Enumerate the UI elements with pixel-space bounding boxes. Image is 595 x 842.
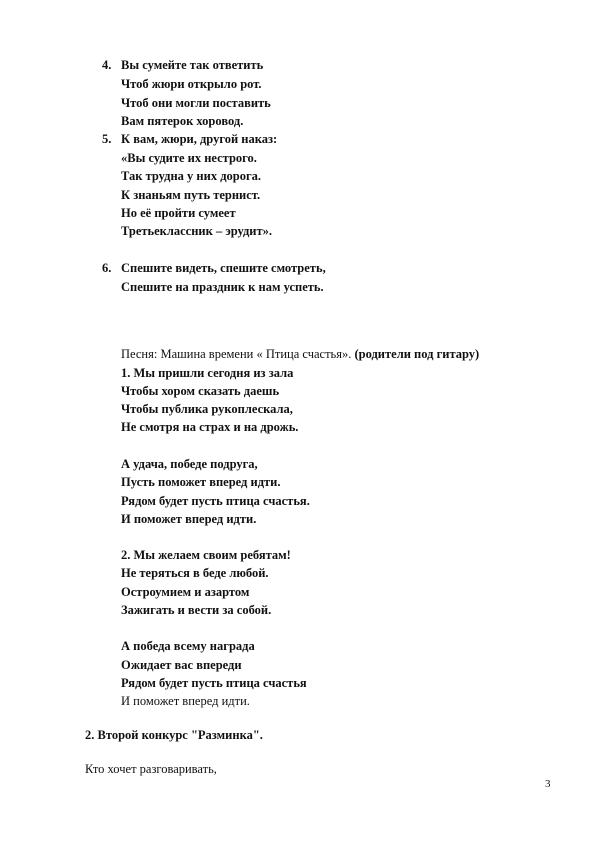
verse-4-line-4: Вам пятерок хоровод. bbox=[121, 114, 244, 128]
verse-5-line-5: Но её пройти сумеет bbox=[121, 206, 236, 220]
song-stanza-2-line-4: Зажигать и вести за собой. bbox=[121, 603, 272, 617]
closing-line: Кто хочет разговаривать, bbox=[85, 762, 217, 776]
song-title bbox=[121, 347, 479, 362]
verse-4-number: 4. bbox=[102, 58, 112, 72]
verse-4-line-2: Чтоб жюри открыло рот. bbox=[121, 77, 262, 91]
verse-5-line-6: Третьеклассник – эрудит». bbox=[121, 224, 273, 238]
song-chorus-2-line-3: Рядом будет пусть птица счастья bbox=[121, 676, 307, 690]
song-stanza-2-line-1: 2. Мы желаем своим ребятам! bbox=[121, 548, 291, 562]
song-stanza-2-line-3: Остроумием и азартом bbox=[121, 585, 250, 599]
verse-5-number: 5. bbox=[102, 132, 112, 146]
verse-5-line-1: К вам, жюри, другой наказ: bbox=[121, 132, 278, 146]
song-chorus-2-line-4: И поможет вперед идти. bbox=[121, 694, 250, 708]
song-title-text: Песня: Машина времени « Птица счастья». bbox=[121, 347, 355, 361]
verse-5-line-2: «Вы судите их нестрого. bbox=[121, 151, 257, 165]
song-stanza-2-line-2: Не теряться в беде любой. bbox=[121, 566, 269, 580]
song-chorus-1-line-3: Рядом будет пусть птица счастья. bbox=[121, 494, 310, 508]
song-stanza-1-line-3: Чтобы публика рукоплескала, bbox=[121, 402, 293, 416]
song-chorus-2-line-1: А победа всему награда bbox=[121, 639, 255, 653]
verse-5-line-3: Так трудна у них дорога. bbox=[121, 169, 262, 183]
verse-6-number: 6. bbox=[102, 261, 112, 275]
verse-6-line-1: Спешите видеть, спешите смотреть, bbox=[121, 261, 326, 275]
song-chorus-1-line-4: И поможет вперед идти. bbox=[121, 512, 257, 526]
song-stanza-1-line-2: Чтобы хором сказать даешь bbox=[121, 384, 280, 398]
song-chorus-1-line-2: Пусть поможет вперед идти. bbox=[121, 475, 281, 489]
song-title-note: (родители под гитару) bbox=[354, 347, 480, 361]
song-stanza-1-line-4: Не смотря на страх и на дрожь. bbox=[121, 420, 299, 434]
verse-6-line-2: Спешите на праздник к нам успеть. bbox=[121, 280, 324, 294]
verse-4-line-3: Чтоб они могли поставить bbox=[121, 96, 271, 110]
verse-4-line-1: Вы сумейте так ответить bbox=[121, 58, 264, 72]
song-chorus-2-line-2: Ожидает вас впереди bbox=[121, 658, 242, 672]
song-stanza-1-line-1: 1. Мы пришли сегодня из зала bbox=[121, 366, 294, 380]
contest-2-heading: 2. Второй конкурс "Разминка". bbox=[85, 728, 263, 742]
song-chorus-1-line-1: А удача, победе подруга, bbox=[121, 457, 258, 471]
verse-5-line-4: К знаньям путь тернист. bbox=[121, 188, 261, 202]
page-number: 3 bbox=[545, 778, 551, 790]
